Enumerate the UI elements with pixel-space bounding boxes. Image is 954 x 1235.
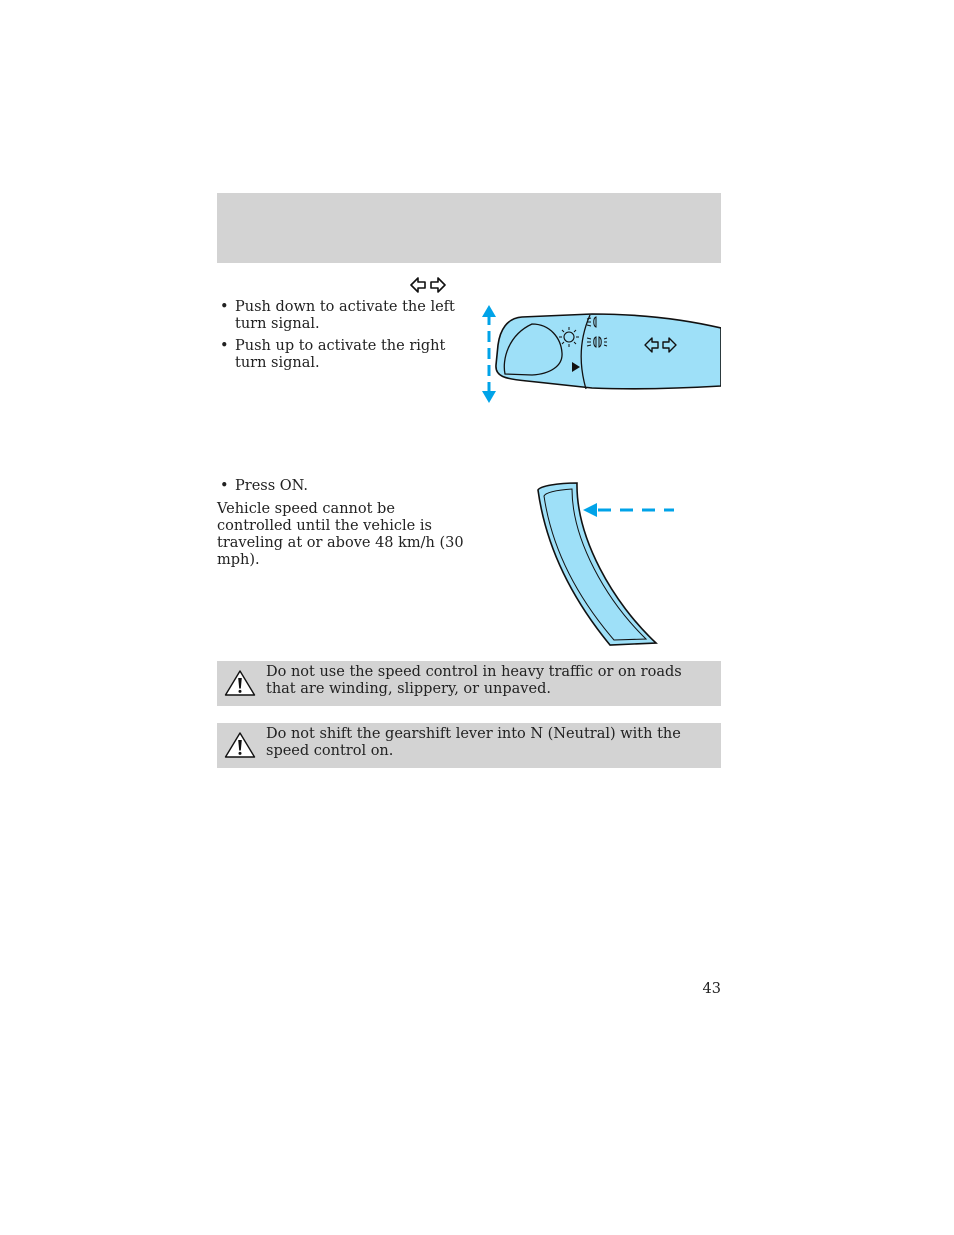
speed-control-note: Vehicle speed cannot be controlled until the vehicle is traveling at or above 48 km/h (30 mph). xyxy=(217,501,464,568)
warning-text: Do not use the speed control in heavy traffic or on roads that are winding, slippery, or unpaved. xyxy=(266,664,682,697)
header-band xyxy=(217,193,721,263)
list-item: • Press ON. xyxy=(217,478,472,495)
list-item: • Push down to activate the left turn signal. xyxy=(217,299,472,333)
warning-triangle-icon xyxy=(224,731,256,759)
warning-triangle-icon xyxy=(224,669,256,697)
page-number: 43 xyxy=(702,981,721,997)
turn-signal-arrows-icon xyxy=(410,276,446,294)
turn-signal-stalk-illustration xyxy=(472,300,721,408)
speed-control-button-illustration xyxy=(528,478,678,648)
warning-text: Do not shift the gearshift lever into N (Neutral) with the speed control on. xyxy=(266,726,681,759)
warning-box-neutral-gear xyxy=(217,723,721,768)
turn-signal-instructions xyxy=(217,299,472,377)
warning-box-heavy-traffic xyxy=(217,661,721,706)
list-item: • Push up to activate the right turn signal. xyxy=(217,338,472,372)
speed-control-instructions xyxy=(217,478,472,500)
